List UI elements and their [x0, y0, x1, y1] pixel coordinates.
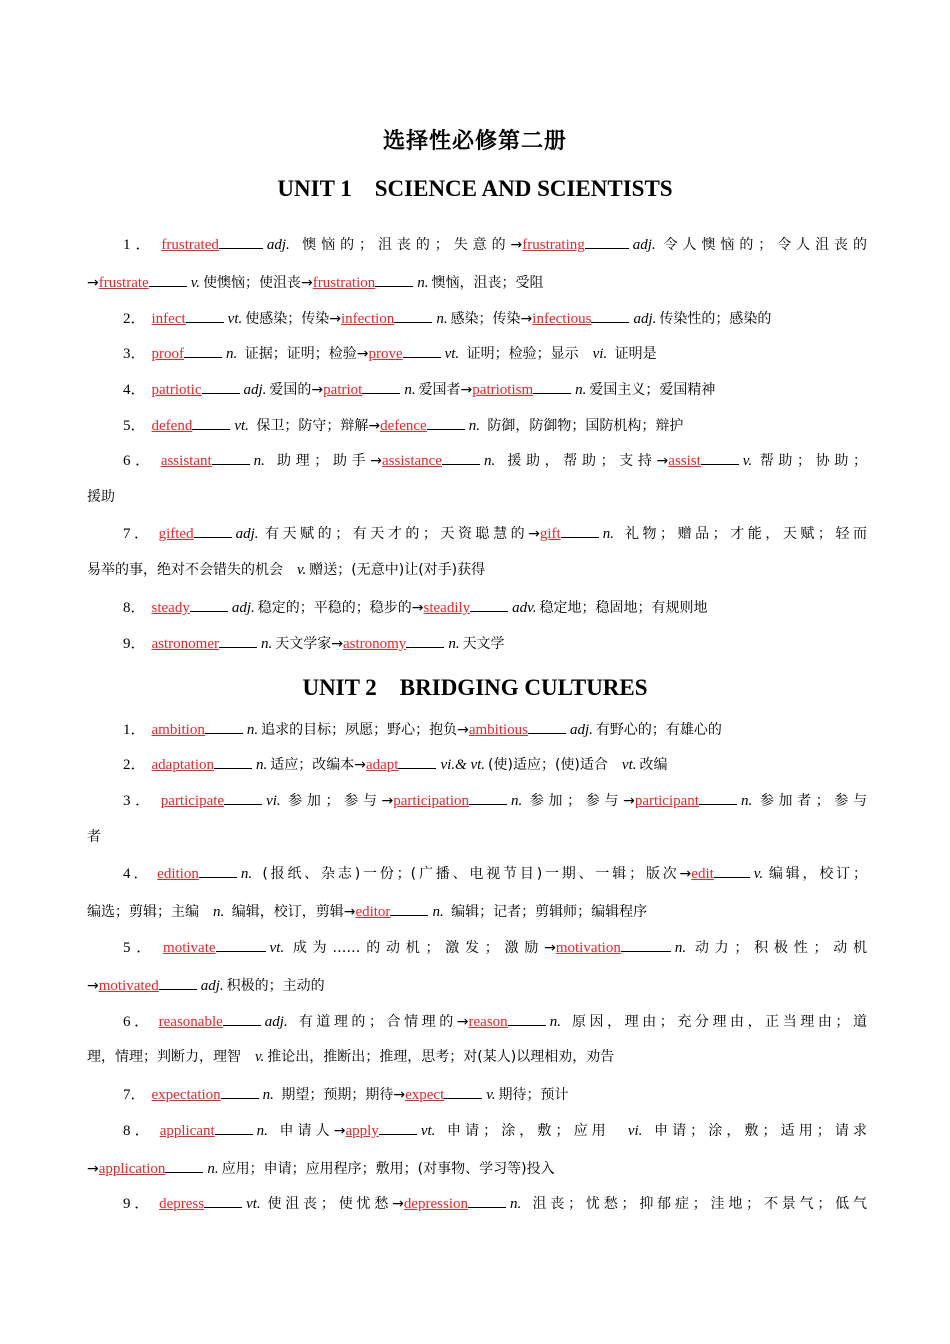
answer-word: assistant	[160, 453, 212, 469]
u1-item-4: 4． patriotic adj. 爱国的→patriot n. 爱国者→patriotism n. 爱国主义；爱国精神	[123, 378, 867, 400]
u2-item-6-cont: 理，情理；判断力，理智 v. 推论出，推断出；推理，思考；对(某人)以理相劝，劝告	[87, 1049, 615, 1065]
u2-item-5-cont: →motivated adj. 积极的；主动的	[87, 974, 867, 996]
answer-blank	[470, 596, 508, 612]
answer-blank	[159, 974, 197, 990]
answer-blank	[561, 522, 599, 538]
answer-blank	[204, 1192, 242, 1208]
answer-blank	[149, 271, 187, 287]
answer-word: patriotic	[151, 382, 202, 398]
answer-blank	[192, 414, 230, 430]
answer-word: applicant	[159, 1123, 215, 1139]
u1-item-1-cont: →frustrate v. 使懊恼；使沮丧→frustration n. 懊恼，沮丧；受阻	[87, 271, 867, 293]
answer-blank	[214, 753, 252, 769]
answer-word: participate	[160, 793, 225, 809]
answer-blank	[219, 632, 257, 648]
answer-blank	[199, 862, 237, 878]
answer-blank	[215, 1119, 253, 1135]
answer-word: edit	[691, 866, 714, 882]
u1-item-7-cont: 易举的事，绝对不会错失的机会 v. 赠送；(无意中)让(对手)获得	[87, 562, 486, 578]
u2-item-3-cont: 者	[87, 829, 101, 845]
answer-blank	[379, 1119, 417, 1135]
answer-word: defend	[151, 418, 193, 434]
answer-word: edition	[157, 866, 199, 882]
answer-blank	[202, 378, 240, 394]
answer-word: ambition	[151, 722, 205, 738]
u1-item-5: 5． defend vt. 保卫；防守；辩解→defence n. 防御，防御物；国防机构；辩护	[123, 414, 867, 436]
answer-blank	[219, 233, 263, 249]
answer-word: motivation	[555, 940, 621, 956]
u2-item-5: 5． motivate vt. 成为……的动机；激发；激励→motivation n. 动力；积极性；动机	[123, 936, 867, 958]
u2-item-7: 7． expectation n. 期望；预期；期待→expect v. 期待；预计	[123, 1083, 867, 1105]
u2-item-1: 1． ambition n. 追求的目标；夙愿；野心；抱负→ambitious adj. 有野心的；有雄心的	[123, 718, 867, 740]
u2-item-9: 9． depress vt. 使沮丧；使忧愁→depression n. 沮丧；忧愁；抑郁症；洼地；不景气；低气	[123, 1192, 867, 1214]
u2-item-6: 6． reasonable adj. 有道理的；合情理的→reason n. 原因，理由；充分理由，正当理由；道	[123, 1010, 867, 1032]
answer-word: expectation	[151, 1087, 221, 1103]
answer-blank	[585, 233, 629, 249]
answer-word: adapt	[365, 757, 399, 773]
answer-blank	[223, 1010, 261, 1026]
answer-word: patriotism	[472, 382, 534, 398]
answer-blank	[508, 1010, 546, 1026]
answer-word: gift	[539, 526, 561, 542]
answer-word: prove	[368, 346, 403, 362]
answer-blank	[165, 1157, 203, 1173]
u1-item-9: 9． astronomer n. 天文学家→astronomy n. 天文学	[123, 632, 867, 654]
answer-word: frustrating	[522, 237, 585, 253]
answer-word: patriot	[323, 382, 363, 398]
u1-item-2: 2． infect vt. 使感染；传染→infection n. 感染；传染→infectious adj. 传染性的；感染的	[123, 307, 867, 329]
answer-word: infection	[340, 311, 395, 327]
answer-word: depression	[403, 1196, 469, 1212]
u1-item-3: 3． proof n. 证据；证明；检验→prove vt. 证明；检验；显示 vi. 证明是	[123, 342, 867, 364]
document-title: 选择性必修第二册	[382, 129, 567, 154]
answer-blank	[621, 936, 671, 952]
u1-item-8: 8． steady adj. 稳定的；平稳的；稳步的→steadily adv. 稳定地；稳固地；有规则地	[123, 596, 867, 618]
answer-blank	[205, 718, 243, 734]
answer-blank	[442, 449, 480, 465]
answer-word: adaptation	[151, 757, 214, 773]
answer-blank	[469, 789, 507, 805]
answer-blank	[221, 1083, 259, 1099]
answer-blank	[375, 271, 413, 287]
answer-word: frustration	[312, 275, 376, 291]
answer-word: defence	[380, 418, 427, 434]
answer-word: proof	[151, 346, 185, 362]
unit-1-heading: UNIT 1 SCIENCE AND SCIENTISTS	[277, 176, 673, 201]
answer-word: editor	[355, 904, 391, 920]
answer-blank	[194, 522, 232, 538]
answer-word: reason	[468, 1014, 508, 1030]
answer-blank	[528, 718, 566, 734]
answer-blank	[533, 378, 571, 394]
answer-blank	[390, 900, 428, 916]
u2-item-4: 4． edition n. (报纸、杂志)一份；(广播、电视节目)一期、一辑；版次→edit v. 编辑，校订；	[123, 862, 867, 884]
answer-word: infectious	[532, 311, 592, 327]
answer-blank	[427, 414, 465, 430]
answer-word: depress	[159, 1196, 205, 1212]
answer-word: frustrate	[98, 275, 149, 291]
answer-word: participant	[634, 793, 699, 809]
answer-word: astronomy	[342, 636, 407, 652]
unit-2-heading: UNIT 2 BRIDGING CULTURES	[302, 675, 648, 700]
u2-item-3: 3． participate vi. 参加；参与→participation n. 参加；参与→participant n. 参加者；参与	[123, 789, 867, 811]
answer-word: assist	[668, 453, 701, 469]
answer-word: assistance	[382, 453, 442, 469]
answer-word: gifted	[158, 526, 194, 542]
answer-blank	[406, 632, 444, 648]
answer-blank	[468, 1192, 506, 1208]
answer-blank	[714, 862, 750, 878]
answer-word: ambitious	[468, 722, 528, 738]
answer-blank	[699, 789, 737, 805]
u2-item-8-cont: →application n. 应用；申请；应用程序；敷用；(对事物、学习等)投入	[87, 1157, 867, 1179]
answer-blank	[394, 307, 432, 323]
u1-item-1: 1． frustrated adj. 懊恼的；沮丧的；失意的→frustrating adj. 令人懊恼的；令人沮丧的	[123, 233, 867, 255]
answer-word: frustrated	[161, 237, 219, 253]
answer-blank	[216, 936, 266, 952]
answer-word: apply	[345, 1123, 379, 1139]
answer-blank	[444, 1083, 482, 1099]
u1-item-6-cont: 援助	[87, 489, 115, 505]
u2-item-2: 2． adaptation n. 适应；改编本→adapt vi.& vt. (使)适应；(使)适合 vt. 改编	[123, 753, 867, 775]
answer-blank	[398, 753, 436, 769]
answer-blank	[591, 307, 629, 323]
answer-word: infect	[151, 311, 186, 327]
answer-blank	[701, 449, 739, 465]
u1-item-6: 6． assistant n. 助理；助手→assistance n. 援助，帮助；支持→assist v. 帮助；协助；	[123, 449, 867, 471]
answer-word: steadily	[423, 600, 471, 616]
u2-item-8: 8． applicant n. 申请人→apply vt. 申请；涂，敷；应用 vi. 申请；涂，敷；适用；请求	[123, 1119, 867, 1141]
u2-item-4-cont: 编选；剪辑；主编 n. 编辑，校订，剪辑→editor n. 编辑；记者；剪辑师；编辑程序	[87, 900, 867, 922]
answer-word: astronomer	[151, 636, 219, 652]
u1-item-7: 7． gifted adj. 有天赋的；有天才的；天资聪慧的→gift n. 礼物；赠品；才能，天赋；轻而	[123, 522, 867, 544]
answer-word: reasonable	[158, 1014, 223, 1030]
answer-blank	[212, 449, 250, 465]
answer-blank	[403, 342, 441, 358]
answer-blank	[224, 789, 262, 805]
answer-word: motivate	[163, 940, 216, 956]
answer-blank	[186, 307, 224, 323]
answer-word: expect	[405, 1087, 445, 1103]
answer-word: motivated	[98, 978, 159, 994]
answer-blank	[362, 378, 400, 394]
answer-word: application	[98, 1161, 166, 1177]
answer-word: participation	[393, 793, 470, 809]
answer-blank	[190, 596, 228, 612]
answer-blank	[184, 342, 222, 358]
answer-word: steady	[151, 600, 190, 616]
